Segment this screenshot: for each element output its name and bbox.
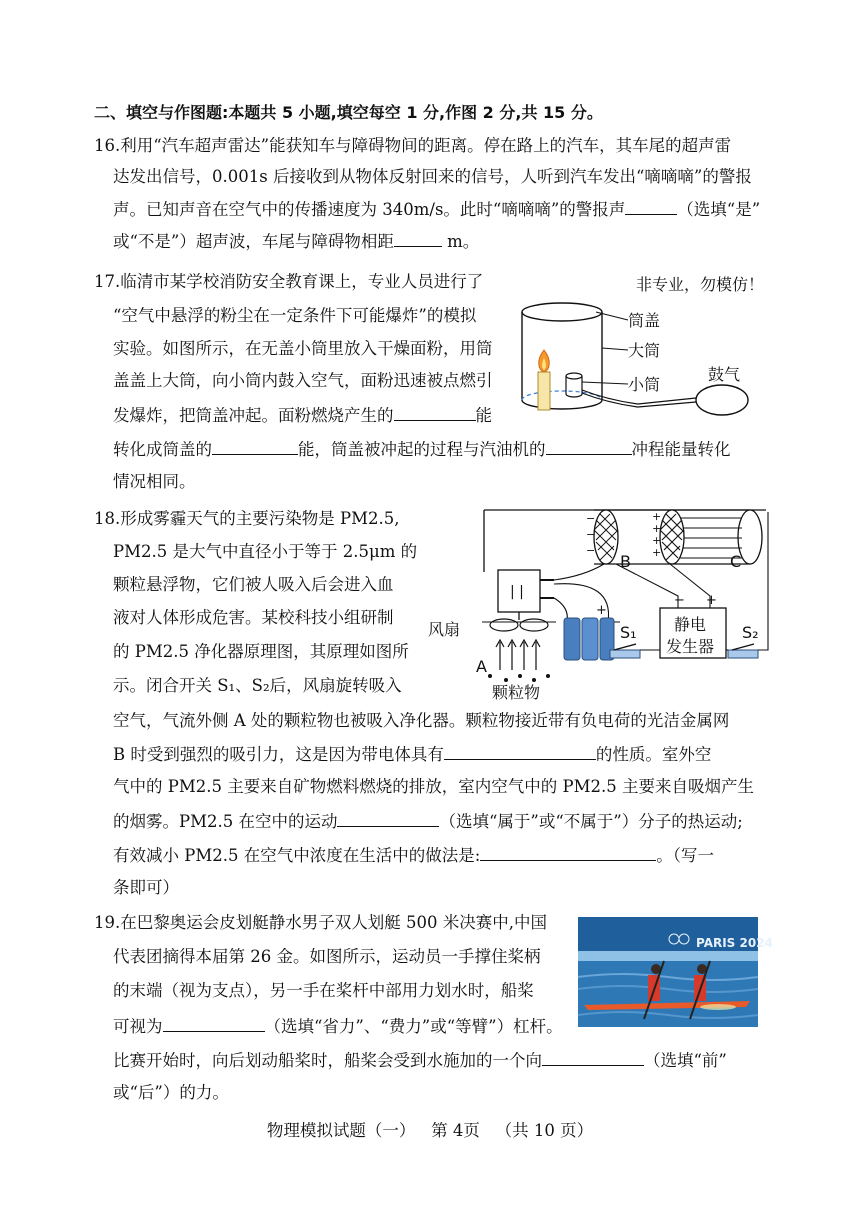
pm25-purifier-figure xyxy=(424,500,774,705)
motor-symbol: | | xyxy=(510,584,524,600)
answer-blank[interactable] xyxy=(444,743,596,760)
warning-text: 非专业，勿模仿！ xyxy=(636,275,765,294)
q18-line-1: 18.形成雾霾天气的主要污染物是 PM2.5, xyxy=(94,509,400,528)
q18-line-6: 示。闭合开关 S₁、S₂后，风扇旋转吸入 xyxy=(113,676,402,695)
q16-line-2: 达发出信号，0.001s 后接收到从物体反射回来的信号，人听到汽车发出“嘀嘀嘀”的警报 xyxy=(113,167,752,186)
label-mesh-b: B xyxy=(620,552,631,571)
answer-blank[interactable] xyxy=(394,230,442,247)
svg-text:+: + xyxy=(596,603,607,618)
svg-text:+: + xyxy=(706,593,717,608)
svg-text:−: − xyxy=(586,512,596,525)
label-particles: 颗粒物 xyxy=(492,683,541,702)
q17-line-7: 情况相同。 xyxy=(113,472,196,491)
answer-blank[interactable] xyxy=(546,438,632,455)
q18-line-4: 液对人体形成危害。某校科技小组研制 xyxy=(113,608,394,627)
q18-line-12: 条即可） xyxy=(113,878,179,897)
svg-text:+: + xyxy=(652,522,662,535)
svg-text:−: − xyxy=(586,544,596,557)
q19-line-4: 可视为 （选填“省力”、“费力”或“等臂”）杠杆。 xyxy=(113,1017,563,1036)
q18-line-8: B 时受到强烈的吸引力，这是因为带电体具有 的性质。室外空 xyxy=(113,745,712,764)
canoe-race-photo xyxy=(578,917,773,1027)
label-switch-s2: S₂ xyxy=(742,623,759,642)
label-generator-2: 发生器 xyxy=(666,637,715,656)
q17-line-6: 转化成筒盖的 能，筒盖被冲起的过程与汽油机的 冲程能量转化 xyxy=(113,440,731,459)
q17-line-5: 发爆炸，把筒盖冲起。面粉燃烧产生的 能 xyxy=(113,406,492,425)
answer-blank[interactable] xyxy=(480,844,656,861)
label-pump: 鼓气 xyxy=(708,365,741,384)
svg-text:−: − xyxy=(586,528,596,541)
q18-line-10: 的烟雾。PM2.5 在空中的运动 （选填“属于”或“不属于”）分子的热运动; xyxy=(113,812,743,831)
q18-line-7: 空气，气流外侧 A 处的颗粒物也被吸入净化器。颗粒物接近带有负电荷的光洁金属网 xyxy=(113,711,730,730)
section-title: 二、填空与作图题:本题共 5 小题,填空每空 1 分,作图 2 分,共 15 分。 xyxy=(94,103,603,122)
q19-line-1: 19.在巴黎奥运会皮划艇静水男子双人划艇 500 米决赛中,中国 xyxy=(94,913,547,932)
q17-line-3: 实验。如图所示，在无盖小筒里放入干燥面粉，用筒 xyxy=(113,339,493,358)
answer-blank[interactable] xyxy=(542,1049,644,1066)
answer-blank[interactable] xyxy=(337,810,439,827)
label-fan: 风扇 xyxy=(428,620,461,639)
q18-line-3: 颗粒悬浮物，它们被人吸入后会进入血 xyxy=(113,575,394,594)
q18-line-9: 气中的 PM2.5 主要来自矿物燃料燃烧的排放，室内空气中的 PM2.5 主要来自吸烟产生 xyxy=(113,777,754,796)
label-big-cylinder: 大筒 xyxy=(628,341,661,360)
q18-line-5: 的 PM2.5 净化器原理图，其原理如图所 xyxy=(113,642,409,661)
q19-line-6: 或“后”）的力。 xyxy=(113,1083,229,1102)
label-switch-s1: S₁ xyxy=(620,623,637,642)
q19-line-5: 比赛开始时，向后划动船桨时，船桨会受到水施加的一个向 （选填“前” xyxy=(113,1051,727,1070)
q16-line-4: 或“不是”）超声波，车尾与障碍物相距 m。 xyxy=(113,232,480,251)
q16-line-1: 16.利用“汽车超声雷达”能获知车与障碍物间的距离。停在路上的汽车，其车尾的超声雷 xyxy=(94,136,732,155)
q17-line-1: 17.临清市某学校消防安全教育课上，专业人员进行了 xyxy=(94,272,484,291)
answer-blank[interactable] xyxy=(394,404,476,421)
q18-line-11: 有效减小 PM2.5 在空气中浓度在生活中的做法是: 。（写一 xyxy=(113,846,715,865)
svg-text:+: + xyxy=(652,510,662,523)
q16-line-3: 声。已知声音在空气中的传播速度为 340m/s。此时“嘀嘀嘀”的警报声 （选填“是” xyxy=(113,200,761,219)
q18-line-2: PM2.5 是大气中直径小于等于 2.5μm 的 xyxy=(113,542,418,561)
svg-text:−: − xyxy=(674,593,685,608)
page-footer: 物理模拟试题（一） 第 4页 （共 10 页） xyxy=(266,1121,594,1140)
answer-blank[interactable] xyxy=(163,1015,265,1032)
label-generator-1: 静电 xyxy=(674,615,707,634)
q17-line-2: “空气中悬浮的粉尘在一定条件下可能爆炸”的模拟 xyxy=(113,306,477,325)
label-small-cylinder: 小筒 xyxy=(628,375,661,394)
answer-blank[interactable] xyxy=(625,198,677,215)
answer-blank[interactable] xyxy=(212,438,298,455)
label-point-a: A xyxy=(476,657,487,676)
label-mesh-c: C xyxy=(730,552,742,571)
label-lid: 筒盖 xyxy=(628,311,661,330)
q19-line-2: 代表团摘得本届第 26 金。如图所示，运动员一手撑住桨柄 xyxy=(113,947,541,966)
svg-text:+: + xyxy=(652,534,662,547)
q19-line-3: 的末端（视为支点），另一手在桨杆中部用力划水时，船桨 xyxy=(113,981,534,1000)
dust-explosion-figure xyxy=(518,268,778,426)
svg-text:+: + xyxy=(652,546,662,559)
photo-banner-text: PARIS 2024 xyxy=(696,936,773,950)
q17-line-4: 盖盖上大筒，向小筒内鼓入空气，面粉迅速被点燃引 xyxy=(113,371,493,390)
